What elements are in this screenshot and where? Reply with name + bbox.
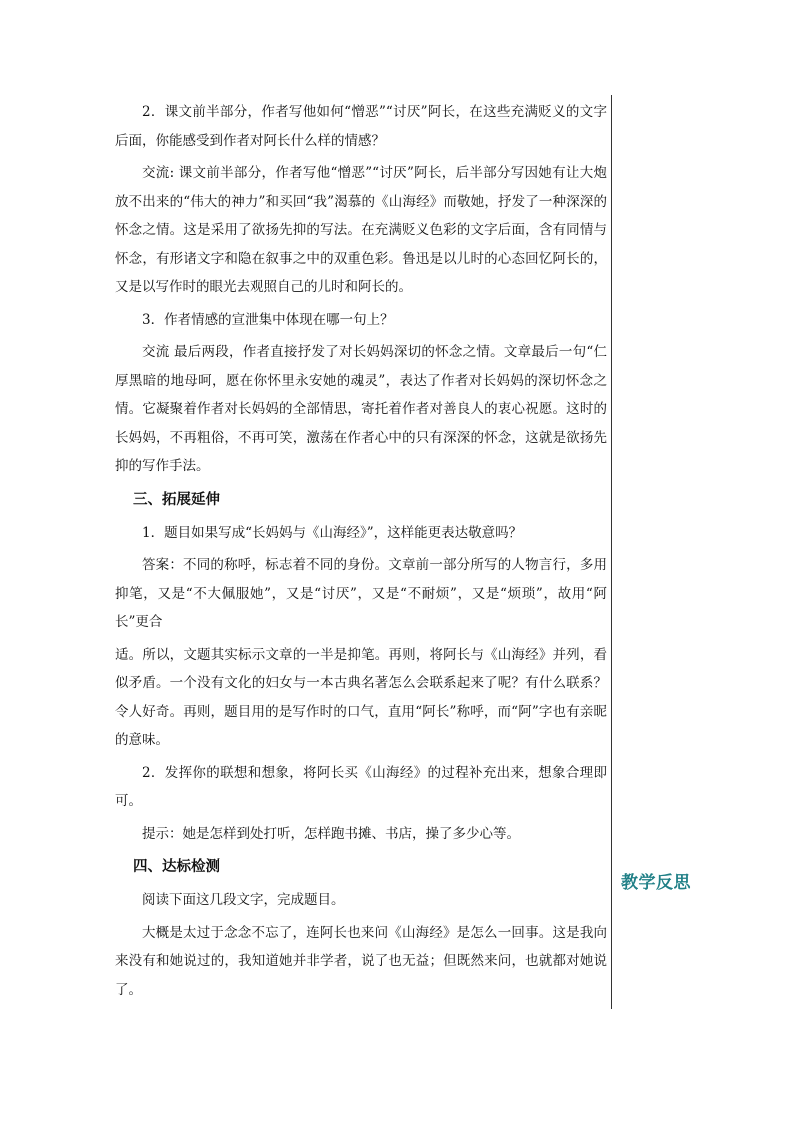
- answer-3: 交流 最后两段，作者直接抒发了对长妈妈深切的怀念之情。文章最后一句“仁厚黑暗的地母呵，愿在你怀里永安她的魂灵”，表达了作者对长妈妈的深切怀念之情。它凝聚着作者对长妈妈的全部情思，寄托着作者对善良人的衷心祝愿。这时的长妈妈，不再粗俗，不再可笑，激荡在作者心中的只有深深的怀念，这就是欲扬先抑的写作手法。: [115, 344, 607, 474]
- section-heading-test: 四、达标检测: [133, 859, 220, 875]
- test-passage: 大概是太过于念念不忘了，连阿长也来问《山海经》是怎么一回事。这是我向来没有和她说过的，我知道她并非学者，说了也无益；但既然来问，也就都对她说了。: [115, 924, 607, 998]
- extension-question-2: 2．发挥你的联想和想象，将阿长买《山海经》的过程补充出来，想象合理即可。: [115, 764, 607, 809]
- lesson-content: [115, 98, 607, 1008]
- answer-2: 交流: 课文前半部分，作者写他“憎恶”“讨厌”阿长，后半部分写因她有让大炮放不出来的“伟大的神力”和买回“我”渴慕的《山海经》而敬她，抒发了一种深深的怀念之情。这是采用了欲扬先抑的写法。在充满贬义色彩的文字后面，含有同情与怀念，有形诸文字和隐在叙事之中的双重色彩。鲁迅是以儿时的心态回忆阿长的，又是以写作时的眼光去观照自己的儿时和阿长的。: [115, 165, 607, 295]
- question-3: 3．作者情感的宣泄集中体现在哪一句上？: [142, 311, 394, 328]
- extension-question-1: 1．题目如果写成“长妈妈与《山海经》”，这样能更表达敬意吗？: [142, 524, 523, 541]
- question-2: 2．课文前半部分，作者写他如何“憎恶”“讨厌”阿长，在这些充满贬义的文字后面，你能感受到作者对阿长什么样的情感？: [115, 104, 607, 149]
- reflection-column: [612, 868, 794, 893]
- reflection-title: 教学反思: [621, 873, 691, 893]
- extension-answer-1b: 适。所以，文题其实标示文章的一半是抑笔。再则，将阿长与《山海经》并列，看似矛盾。一个没有文化的妇女与一本古典名著怎么会联系起来了呢？有什么联系？令人好奇。再则，题目用的是写作时的口气，直用“阿长”称呼，而“阿”字也有亲昵的意味。: [115, 646, 607, 748]
- test-instruction: 阅读下面这几段文字，完成题目。: [142, 892, 345, 908]
- section-heading-extension: 三、拓展延伸: [133, 491, 220, 508]
- extension-answer-1a: 答案：不同的称呼，标志着不同的身份。文章前一部分所写的人物言行，多用抑笔，又是“不大佩服她”，又是“讨厌”，又是“不耐烦”，又是“烦琐”，故用“阿长”更合: [115, 557, 607, 630]
- extension-hint-2: 提示：她是怎样到处打听，怎样跑书摊、书店，操了多少心等。: [142, 825, 520, 842]
